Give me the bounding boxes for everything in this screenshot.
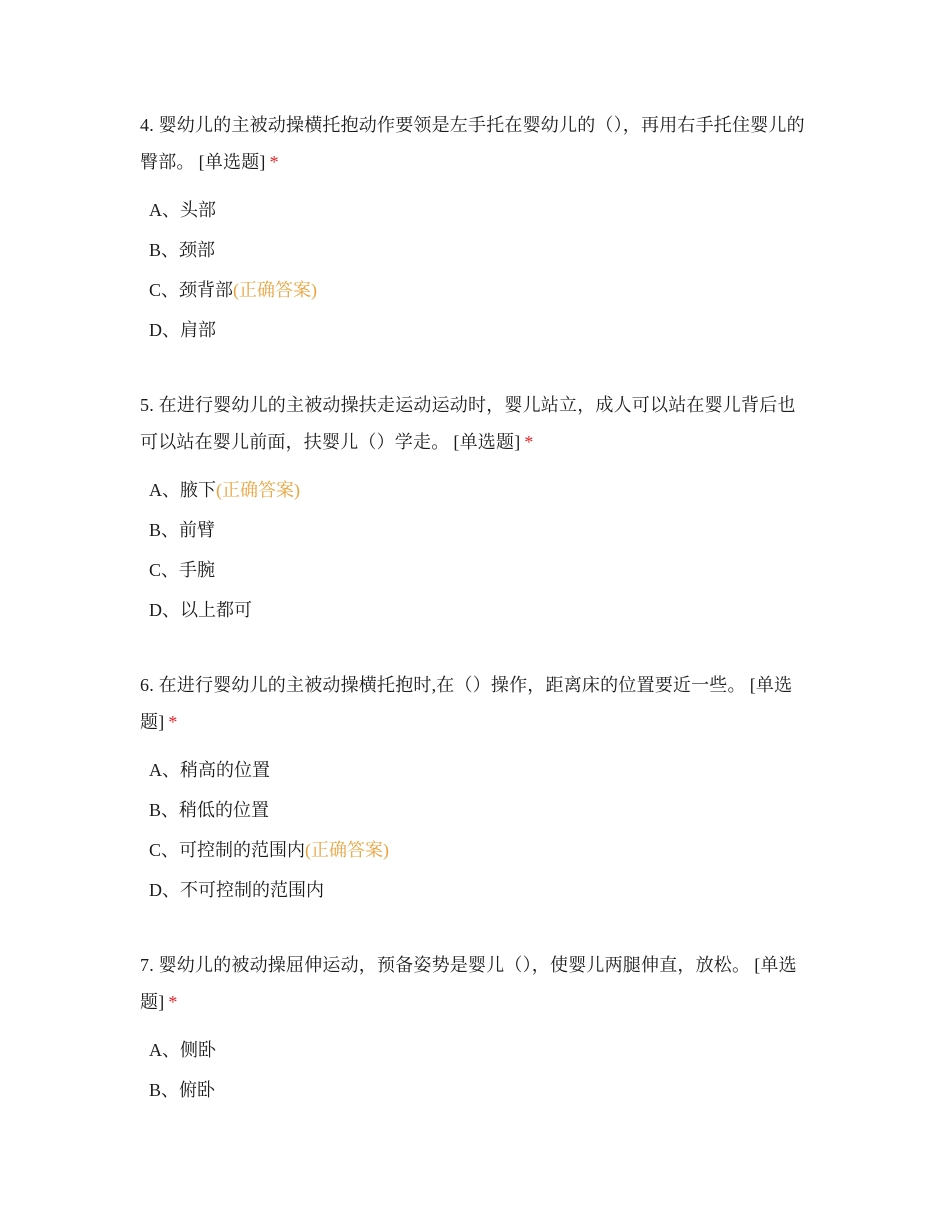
question-title bbox=[140, 947, 812, 1021]
option-d: D、肩部 bbox=[149, 320, 216, 340]
required-marker: * bbox=[524, 432, 534, 452]
option-c: C、手腕 bbox=[149, 560, 216, 580]
option-c: C、颈背部(正确答案) bbox=[149, 280, 318, 300]
correct-answer-label: (正确答案) bbox=[233, 280, 318, 300]
option-b: B、俯卧 bbox=[149, 1080, 216, 1100]
option-a: A、头部 bbox=[149, 200, 216, 220]
question-text: 7. 婴幼儿的被动操屈伸运动，预备姿势是婴儿（），使婴儿两腿伸直，放松。 bbox=[140, 955, 751, 975]
question-text: 5. 在进行婴幼儿的主被动操扶走运动运动时，婴儿站立，成人可以站在婴儿背后也可以站在婴儿前面，扶婴儿（）学走。 bbox=[140, 395, 796, 452]
option-c: C、可控制的范围内(正确答案) bbox=[149, 840, 390, 860]
option-a: A、侧卧 bbox=[149, 1040, 216, 1060]
question-title bbox=[140, 107, 812, 181]
option-d: D、以上都可 bbox=[149, 600, 252, 620]
option-a: A、稍高的位置 bbox=[149, 760, 270, 780]
option-b: B、前臂 bbox=[149, 520, 216, 540]
question-7 bbox=[140, 947, 812, 1110]
question-4 bbox=[140, 107, 812, 350]
question-5 bbox=[140, 387, 812, 630]
option-b: B、稍低的位置 bbox=[149, 800, 270, 820]
question-6 bbox=[140, 667, 812, 910]
question-title bbox=[140, 387, 812, 461]
question-text: 6. 在进行婴幼儿的主被动操横托抱时,在（）操作，距离床的位置要近一些。 bbox=[140, 675, 746, 695]
option-a: A、腋下(正确答案) bbox=[149, 480, 300, 500]
question-type-label: [单选题] bbox=[453, 432, 521, 452]
option-d: D、不可控制的范围内 bbox=[149, 880, 324, 900]
question-type-label: [单选题] bbox=[140, 675, 793, 732]
option-list bbox=[140, 470, 812, 630]
option-list bbox=[140, 190, 812, 350]
correct-answer-label: (正确答案) bbox=[216, 480, 300, 500]
option-list bbox=[140, 750, 812, 910]
option-list bbox=[140, 1030, 812, 1110]
required-marker: * bbox=[168, 992, 178, 1012]
required-marker: * bbox=[168, 712, 178, 732]
question-type-label: [单选题] bbox=[140, 955, 797, 1012]
question-title bbox=[140, 667, 812, 741]
correct-answer-label: (正确答案) bbox=[305, 840, 390, 860]
option-b: B、颈部 bbox=[149, 240, 216, 260]
required-marker: * bbox=[269, 152, 279, 172]
question-text: 4. 婴幼儿的主被动操横托抱动作要领是左手托在婴幼儿的（），再用右手托住婴儿的臀部。 bbox=[140, 115, 805, 172]
question-type-label: [单选题] bbox=[198, 152, 266, 172]
